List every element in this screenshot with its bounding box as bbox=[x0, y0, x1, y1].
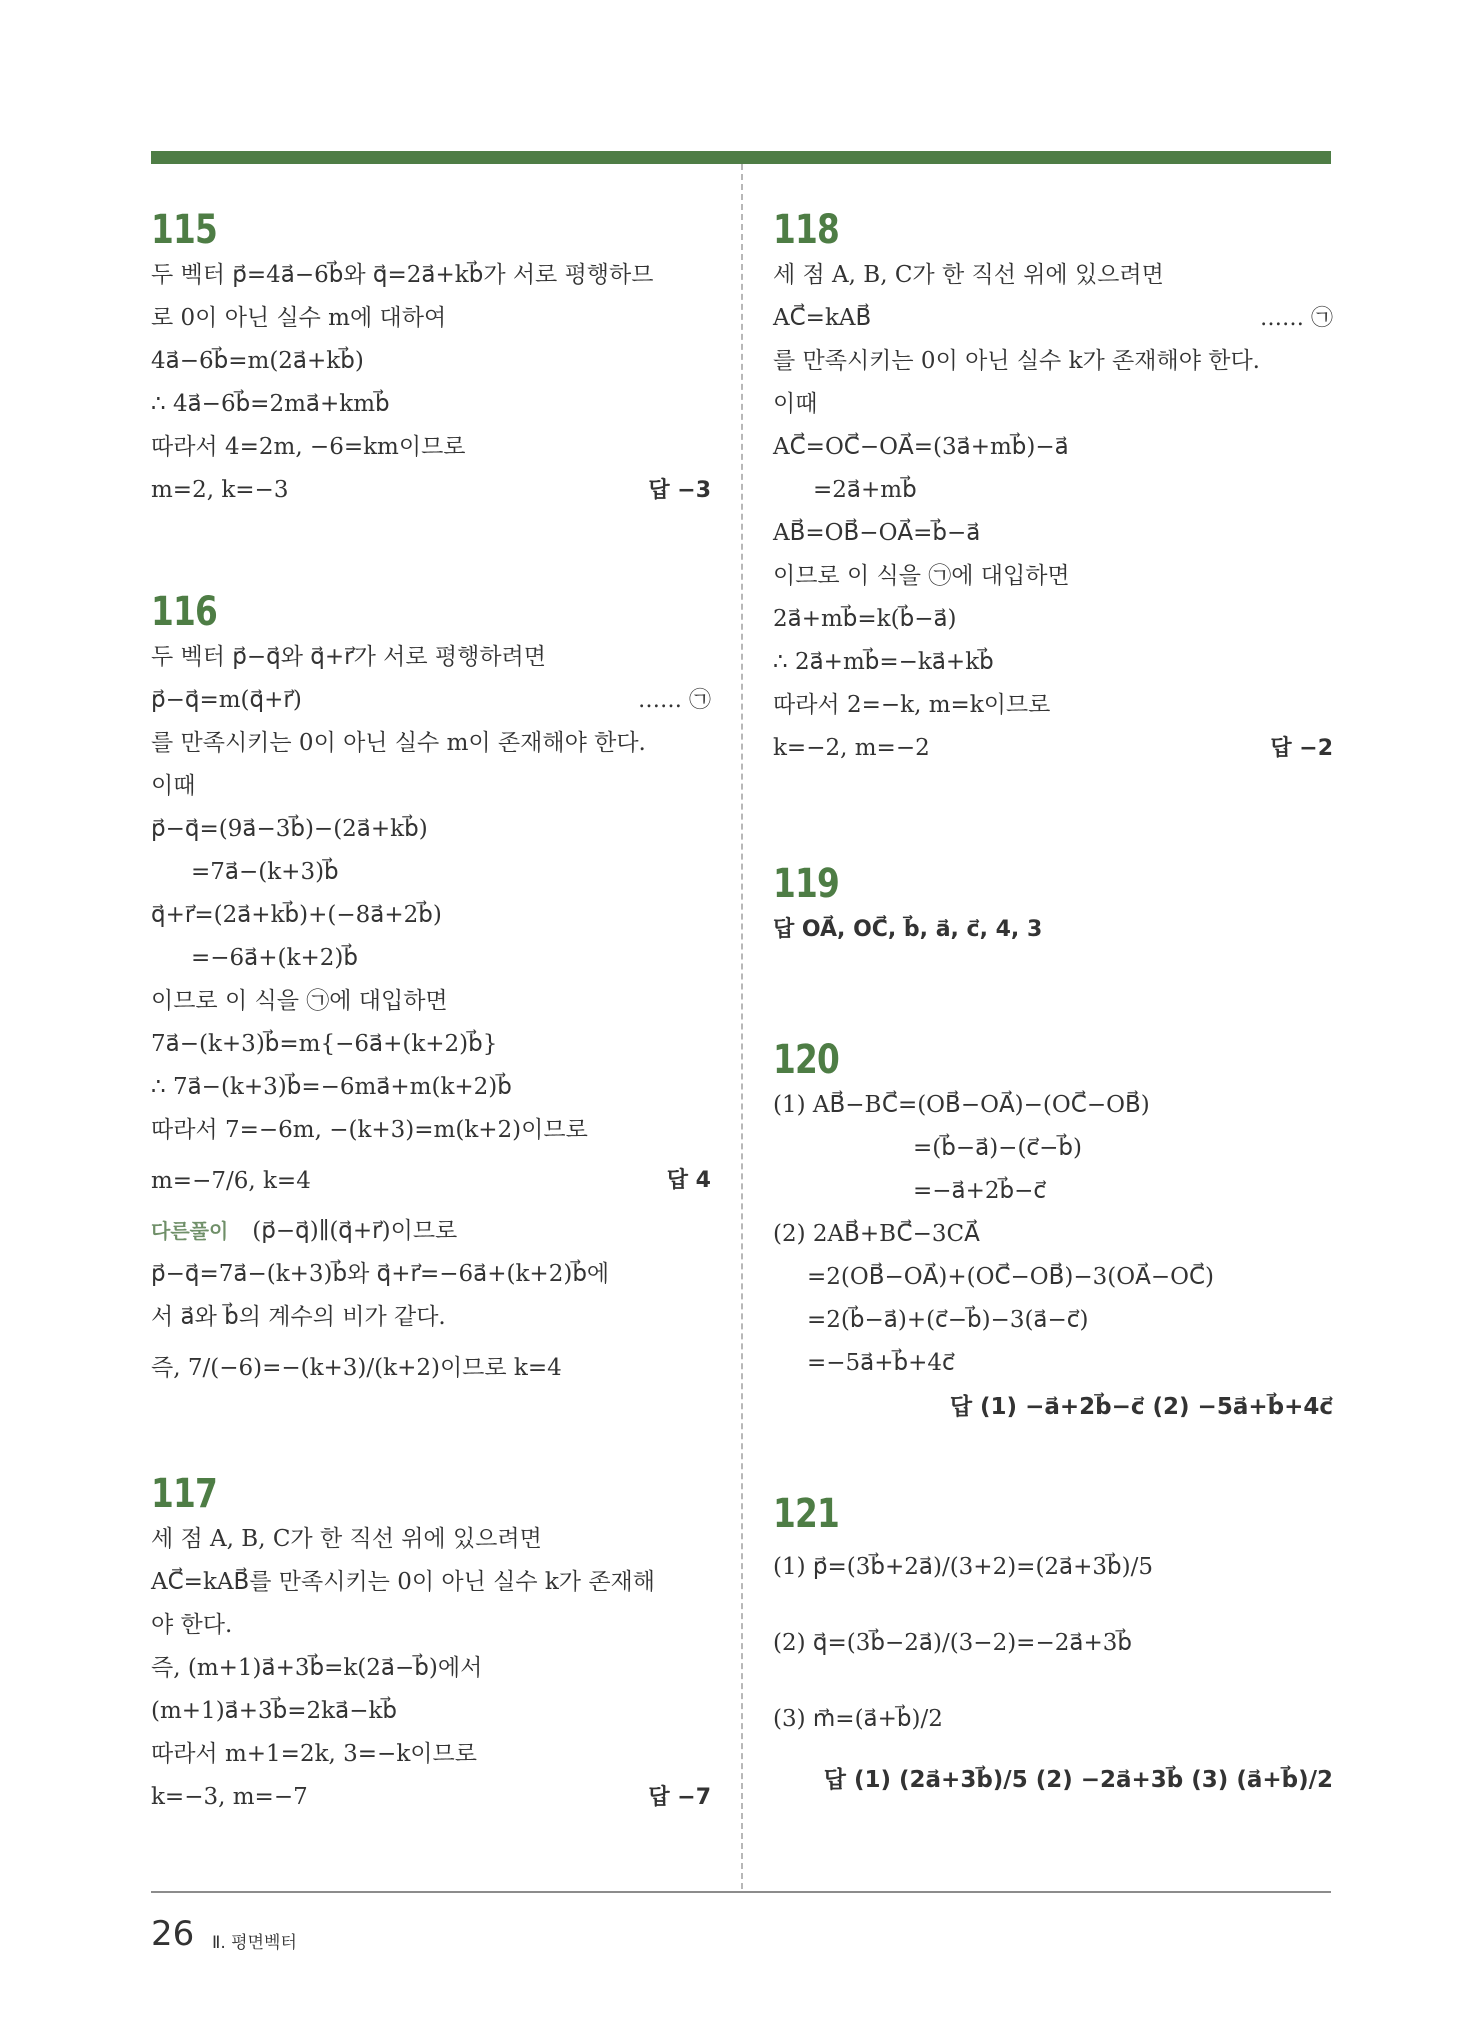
answer: 답 −3 bbox=[648, 478, 711, 503]
problem-number: 121 bbox=[773, 1491, 840, 1537]
answer: 답 −2 bbox=[1270, 736, 1333, 761]
solution-line: 따라서 2=−k, m=k이므로 bbox=[773, 692, 1051, 718]
solution-line: =2a⃗+mb⃗ bbox=[813, 477, 917, 503]
problem-121 bbox=[773, 1490, 1333, 1812]
solution-line: =(b⃗−a⃗)−(c⃗−b⃗) bbox=[913, 1135, 1082, 1161]
solution-line: AB⃗=OB⃗−OA⃗=b⃗−a⃗ bbox=[773, 520, 981, 546]
chapter-label: Ⅱ. 평면벡터 bbox=[212, 1933, 297, 1953]
solution-line-final bbox=[151, 469, 711, 512]
solution-line: 두 벡터 p⃗=4a⃗−6b⃗와 q⃗=2a⃗+kb⃗가 서로 평행하므 bbox=[151, 262, 654, 288]
solution-line: =2(b⃗−a⃗)+(c⃗−b⃗)−3(a⃗−c⃗) bbox=[807, 1307, 1089, 1333]
footer-rule bbox=[151, 1891, 1331, 1893]
equation-marker: …… ㉠ bbox=[638, 688, 711, 713]
solution-line: =2(OB⃗−OA⃗)+(OC⃗−OB⃗)−3(OA⃗−OC⃗) bbox=[807, 1264, 1215, 1290]
answer: 답 OA⃗, OC⃗, b⃗, a⃗, c⃗, 4, 3 bbox=[773, 917, 1043, 942]
solution-text: k=−2, m=−2 bbox=[773, 735, 930, 761]
solution-line-final bbox=[151, 1152, 711, 1210]
solution-line: 를 만족시키는 0이 아닌 실수 m이 존재해야 한다. bbox=[151, 730, 646, 756]
solution-line: AC⃗=OC⃗−OA⃗=(3a⃗+mb⃗)−a⃗ bbox=[773, 434, 1069, 460]
problem-117 bbox=[151, 1470, 711, 1819]
solution-line: AC⃗=kAB⃗를 만족시키는 0이 아닌 실수 k가 존재해 bbox=[151, 1569, 655, 1595]
solution-line: 2a⃗+mb⃗=k(b⃗−a⃗) bbox=[773, 606, 957, 632]
solution-line: ∴ 7a⃗−(k+3)b⃗=−6ma⃗+m(k+2)b⃗ bbox=[151, 1074, 512, 1100]
solution-line: ∴ 2a⃗+mb⃗=−ka⃗+kb⃗ bbox=[773, 649, 994, 675]
solution-line: (2) 2AB⃗+BC⃗−3CA⃗ bbox=[773, 1221, 980, 1247]
solution-line: =−6a⃗+(k+2)b⃗ bbox=[191, 945, 358, 971]
solution-line: 야 한다. bbox=[151, 1612, 233, 1638]
solution-line: =−a⃗+2b⃗−c⃗ bbox=[913, 1178, 1047, 1204]
page-number: 26 bbox=[151, 1914, 195, 1954]
solution-line: ∴ 4a⃗−6b⃗=2ma⃗+kmb⃗ bbox=[151, 391, 390, 417]
problem-120 bbox=[773, 1036, 1333, 1429]
solution-line: p⃗−q⃗=7a⃗−(k+3)b⃗와 q⃗+r⃗=−6a⃗+(k+2)b⃗에 bbox=[151, 1261, 610, 1287]
solution-text: (p⃗−q⃗)∥(q⃗+r⃗)이므로 bbox=[252, 1218, 458, 1244]
solution-line: 7a⃗−(k+3)b⃗=m{−6a⃗+(k+2)b⃗} bbox=[151, 1031, 498, 1057]
solution-line: 를 만족시키는 0이 아닌 실수 k가 존재해야 한다. bbox=[773, 348, 1260, 374]
solution-line: 로 0이 아닌 실수 m에 대하여 bbox=[151, 305, 447, 331]
solution-text: p⃗−q⃗=m(q⃗+r⃗) bbox=[151, 687, 302, 713]
solution-line: 두 벡터 p⃗−q⃗와 q⃗+r⃗가 서로 평행하려면 bbox=[151, 644, 546, 670]
solution-text: AC⃗=kAB⃗ bbox=[773, 305, 872, 331]
problem-number: 115 bbox=[151, 207, 218, 253]
solution-line-final bbox=[773, 727, 1333, 770]
problem-number: 116 bbox=[151, 589, 218, 635]
solution-line: p⃗−q⃗=(9a⃗−3b⃗)−(2a⃗+kb⃗) bbox=[151, 816, 428, 842]
top-green-bar bbox=[151, 151, 1331, 164]
solution-line-final bbox=[151, 1776, 711, 1819]
solution-line: 이때 bbox=[773, 391, 818, 417]
answer: 답 (1) −a⃗+2b⃗−c⃗ (2) −5a⃗+b⃗+4c⃗ bbox=[949, 1394, 1333, 1420]
column-divider bbox=[741, 164, 743, 1889]
solution-line: (1) p⃗=(3b⃗+2a⃗)/(3+2)=(2a⃗+3b⃗)/5 bbox=[773, 1554, 1154, 1580]
problem-118 bbox=[773, 206, 1333, 770]
solution-line: q⃗+r⃗=(2a⃗+kb⃗)+(−8a⃗+2b⃗) bbox=[151, 902, 442, 928]
solution-line: 따라서 m+1=2k, 3=−k이므로 bbox=[151, 1741, 477, 1767]
answer: 답 4 bbox=[666, 1168, 711, 1193]
solution-line: (3) m⃗=(a⃗+b⃗)/2 bbox=[773, 1706, 943, 1732]
solution-line: 이므로 이 식을 ㉠에 대입하면 bbox=[151, 988, 448, 1014]
solution-line: 즉, 7/(−6)=−(k+3)/(k+2)이므로 k=4 bbox=[151, 1355, 562, 1381]
solution-line: (2) q⃗=(3b⃗−2a⃗)/(3−2)=−2a⃗+3b⃗ bbox=[773, 1630, 1132, 1656]
solution-line: =7a⃗−(k+3)b⃗ bbox=[191, 859, 339, 885]
problem-number: 120 bbox=[773, 1037, 840, 1083]
problem-number: 119 bbox=[773, 861, 840, 907]
solution-line: (1) AB⃗−BC⃗=(OB⃗−OA⃗)−(OC⃗−OB⃗) bbox=[773, 1092, 1150, 1118]
solution-line: 세 점 A, B, C가 한 직선 위에 있으려면 bbox=[151, 1526, 542, 1552]
solution-line: 이므로 이 식을 ㉠에 대입하면 bbox=[773, 563, 1070, 589]
solution-line: 서 a⃗와 b⃗의 계수의 비가 같다. bbox=[151, 1304, 446, 1330]
solution-line: =−5a⃗+b⃗+4c⃗ bbox=[807, 1350, 955, 1376]
solution-line: 즉, (m+1)a⃗+3b⃗=k(2a⃗−b⃗)에서 bbox=[151, 1655, 483, 1681]
equation-marker: …… ㉠ bbox=[1260, 306, 1333, 331]
solution-text: m=−7/6, k=4 bbox=[151, 1168, 311, 1194]
solution-line: 따라서 4=2m, −6=km이므로 bbox=[151, 434, 466, 460]
solution-line-marked bbox=[773, 297, 1333, 340]
solution-line: 따라서 7=−6m, −(k+3)=m(k+2)이므로 bbox=[151, 1117, 588, 1143]
solution-line: 세 점 A, B, C가 한 직선 위에 있으려면 bbox=[773, 262, 1164, 288]
answer: 답 −7 bbox=[648, 1785, 711, 1810]
problem-number: 117 bbox=[151, 1471, 218, 1517]
problem-115 bbox=[151, 206, 711, 512]
alternative-solution-line bbox=[151, 1210, 711, 1253]
problem-116 bbox=[151, 588, 711, 1397]
answer: 답 (1) (2a⃗+3b⃗)/5 (2) −2a⃗+3b⃗ (3) (a⃗+b⃗)/2 bbox=[823, 1767, 1333, 1793]
solution-line: 4a⃗−6b⃗=m(2a⃗+kb⃗) bbox=[151, 348, 364, 374]
solution-line-marked bbox=[151, 679, 711, 722]
solution-line: (m+1)a⃗+3b⃗=2ka⃗−kb⃗ bbox=[151, 1698, 398, 1724]
solution-line: 이때 bbox=[151, 773, 196, 799]
problem-119 bbox=[773, 860, 1333, 951]
alternative-solution-label: 다른풀이 bbox=[151, 1219, 229, 1243]
solution-text: m=2, k=−3 bbox=[151, 477, 289, 503]
solution-text: k=−3, m=−7 bbox=[151, 1784, 308, 1810]
problem-number: 118 bbox=[773, 207, 840, 253]
